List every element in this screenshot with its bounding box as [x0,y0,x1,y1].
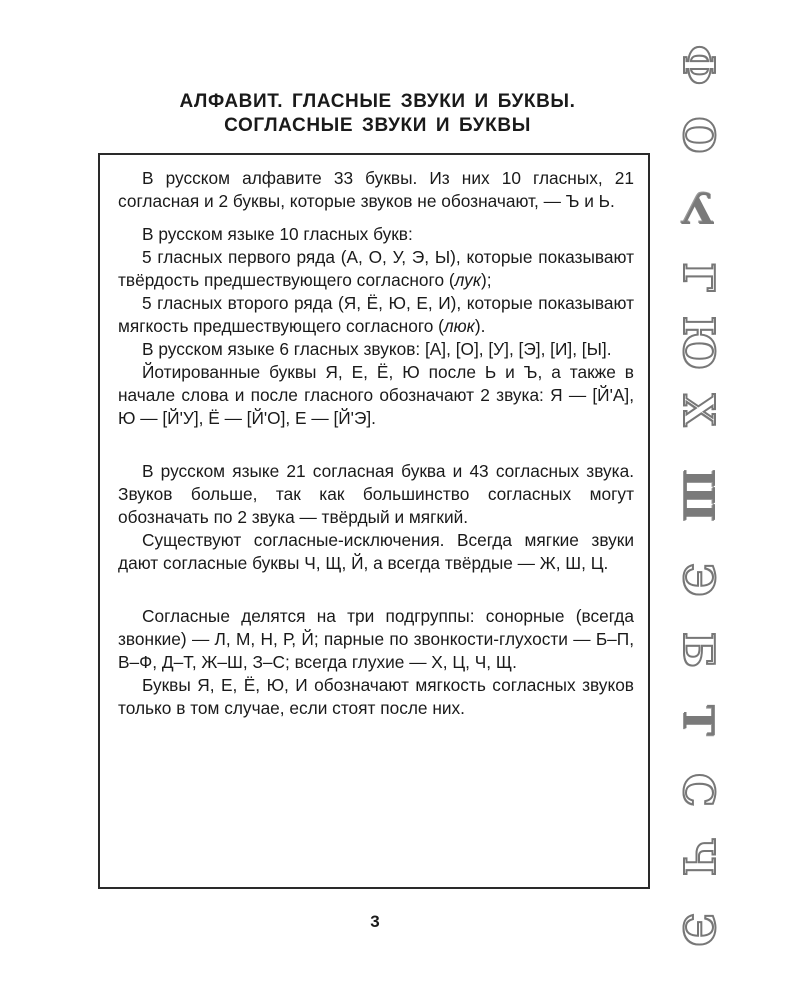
decor-letter: У [680,183,716,232]
title-line-2: СОГЛАСНЫЕ ЗВУКИ И БУКВЫ [224,115,531,136]
decor-letter: С [674,773,723,807]
second-row-text: 5 гласных второго ряда (Я, Ё, Ю, Е, И), которые показывают мягкость предшествующего согласного ( [118,293,634,336]
paragraph-alphabet: В русском алфавите 33 буквы. Из них 10 гласных, 21 согласная и 2 буквы, которые звуков не обозначают, — Ъ и Ь. [118,168,634,211]
decor-letter: Т [674,704,723,736]
page-title [100,90,655,138]
paragraph-second-row [118,292,634,338]
example-word-luk: лук [454,270,481,290]
decor-letter: Г [674,262,723,292]
decor-letter: Ю [674,315,723,371]
paragraph-iotated: Йотированные буквы Я, Е, Ё, Ю после Ь и Ъ, а также в начале слова и после гласного обозначают 2 звука: Я — [Й'А], Ю — [Й'У], Ё — [Й'О], Е — [Й'Э]. [118,362,634,428]
decor-letter: О [674,116,723,154]
page-number: 3 [370,912,380,931]
decor-letter: Ф [674,45,723,85]
rules-text [118,167,634,720]
decor-letter: Э [674,913,723,947]
first-row-text: 5 гласных первого ряда (А, О, У, Э, Ы), которые показывают твёрдость предшествующего согласного ( [118,247,634,290]
paragraph-consonants: В русском языке 21 согласная буква и 43 согласных звука. Звуков больше, так как большинство согласных могут обозначать по 2 звука — твёрдый и мягкий. [118,461,634,527]
decor-letter: Б [674,632,723,668]
decor-letter: Ш [674,468,723,522]
decor-letter: Э [674,563,723,597]
decorative-letter-strip [648,40,768,1000]
first-row-end: ); [480,270,492,290]
title-line-1: АЛФАВИТ. ГЛАСНЫЕ ЗВУКИ И БУКВЫ. [179,91,576,112]
paragraph-subgroups: Согласные делятся на три подгруппы: сонорные (всегда звонкие) — Л, М, Н, Р, Й; парные по звонкости-глухости — Б–П, В–Ф, Д–Т, Ж–Ш, З–С; всегда глухие — Х, Ц, Ч, Щ. [118,606,634,672]
decor-letter: Х [674,393,723,427]
paragraph-softness: Буквы Я, Е, Ё, Ю, И обозначают мягкость согласных звуков только в том случае, если стоят после них. [118,675,634,718]
second-row-end: ). [474,316,486,336]
paragraph-exceptions: Существуют согласные-исключения. Всегда мягкие звуки дают согласные буквы Ч, Щ, Й, а всегда твёрдые — Ж, Ш, Ц. [118,530,634,573]
paragraph-vowel-letters: В русском языке 10 гласных букв: [142,224,413,244]
example-word-lyuk: люк [443,316,475,336]
decor-letter: Ч [674,837,723,877]
paragraph-vowel-sounds: В русском языке 6 гласных звуков: [А], [О], [У], [Э], [И], [Ы]. [142,339,612,359]
paragraph-first-row [118,246,634,292]
